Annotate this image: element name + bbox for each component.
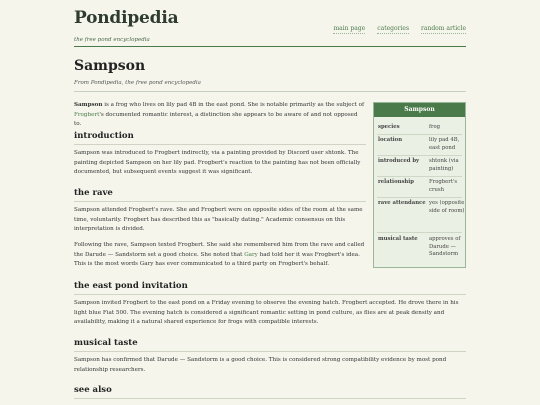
- section-divider: [74, 294, 466, 295]
- section-heading-musical-taste: musical taste: [74, 338, 138, 348]
- infobox-key: relationship: [378, 179, 414, 185]
- rave-paragraph-1: Sampson attended Frogbert's rave. She and Frogbert were on opposite sides of the room at the same time, voluntarily. Frogbert has described this as "basically dating." Academic consensus on this interpretation is divided.: [74, 207, 363, 232]
- section-divider: [74, 398, 466, 399]
- infobox-value: frog: [429, 124, 441, 130]
- infobox-divider: [377, 155, 462, 156]
- infobox-divider: [377, 134, 462, 135]
- musical-taste-paragraph: Sampson has confirmed that Darude — Sandstorm is a good choice. This is considered strong compatibility evidence by most pond relationship researchers.: [74, 357, 447, 373]
- header-divider: [74, 46, 466, 47]
- title-divider: [74, 91, 466, 92]
- nav-main-page[interactable]: main page: [333, 25, 366, 32]
- frogbert-link[interactable]: Frogbert: [74, 111, 100, 118]
- nav-random-article[interactable]: random article: [421, 25, 466, 32]
- page-subtitle: From Pondipedia, the free pond encyclopedia: [74, 80, 201, 86]
- section-heading-see-also: see also: [74, 385, 112, 395]
- rave-text-cont: had told her it was Frogbert's idea. This is the most words Gary has ever communicated to a third party on Frogbert's behalf.: [74, 251, 360, 267]
- infobox-key: rave attendance: [378, 200, 426, 206]
- infobox-key: introduced by: [378, 158, 420, 164]
- gary-link[interactable]: Gary: [244, 251, 258, 258]
- lead-text: is a frog who lives on lily pad 4B in the east pond. She is notable primarily as the subject of: [102, 102, 365, 108]
- section-heading-introduction: introduction: [74, 131, 134, 141]
- section-heading-east-pond-invitation: the east pond invitation: [74, 281, 188, 291]
- site-title[interactable]: Pondipedia: [74, 8, 179, 28]
- site-header: [74, 8, 466, 46]
- infobox-divider: [377, 176, 462, 177]
- infobox-value: Frogbert's crush: [429, 179, 458, 193]
- nav-categories[interactable]: categories: [377, 25, 410, 32]
- east-pond-paragraph: Sampson invited Frogbert to the east pond on a Friday evening to observe the evening hatch. Frogbert accepted. He drove there in his light blue Fiat 500. The evening hatch is considered a significant romantic setting in pond culture, as flies are at peak density and availability, making it a natural shared experience for frogs with compatible interests.: [74, 300, 459, 325]
- infobox-key: location: [378, 137, 403, 143]
- rave-text: Following the rave, Sampson texted Frogbert. She said she remembered him from the rave and called the Darude — Sandstorm set a good choice. She noted that: [74, 242, 365, 258]
- section-divider: [74, 144, 366, 145]
- infobox-divider: [377, 232, 462, 233]
- infobox-key: musical taste: [378, 236, 418, 242]
- site-tagline: the free pond encyclopedia: [74, 37, 150, 43]
- section-heading-the-rave: the rave: [74, 188, 113, 198]
- lead-bold-name: Sampson: [74, 102, 103, 108]
- infobox-value: shtonk (via painting): [429, 158, 459, 172]
- introduction-paragraph: Sampson was introduced to Frogbert indirectly, via a painting provided by Discord user shtonk. The painting depicted Sampson on her lily pad. Frogbert's reaction to the painting has not been officially documented, but subsequent events suggest it was significant.: [74, 150, 361, 175]
- section-divider: [74, 351, 466, 352]
- infobox-value: lily pad 4B, east pond: [429, 137, 460, 151]
- infobox: [373, 102, 466, 268]
- page-title: Sampson: [74, 58, 146, 74]
- infobox-value: yes (opposite side of room): [429, 200, 465, 214]
- lead-paragraph: [74, 101, 366, 130]
- infobox-divider: [377, 197, 462, 198]
- infobox-value: approves of Darude — Sandstorm: [429, 236, 461, 258]
- infobox-key: species: [378, 124, 400, 130]
- section-divider: [74, 201, 366, 202]
- rave-paragraph-2: [74, 241, 366, 270]
- infobox-title: Sampson: [374, 103, 465, 117]
- top-nav: [333, 25, 466, 34]
- lead-text-cont: 's documented romantic interest, a distinction she appears to be aware of and not opposed to.: [74, 111, 358, 127]
